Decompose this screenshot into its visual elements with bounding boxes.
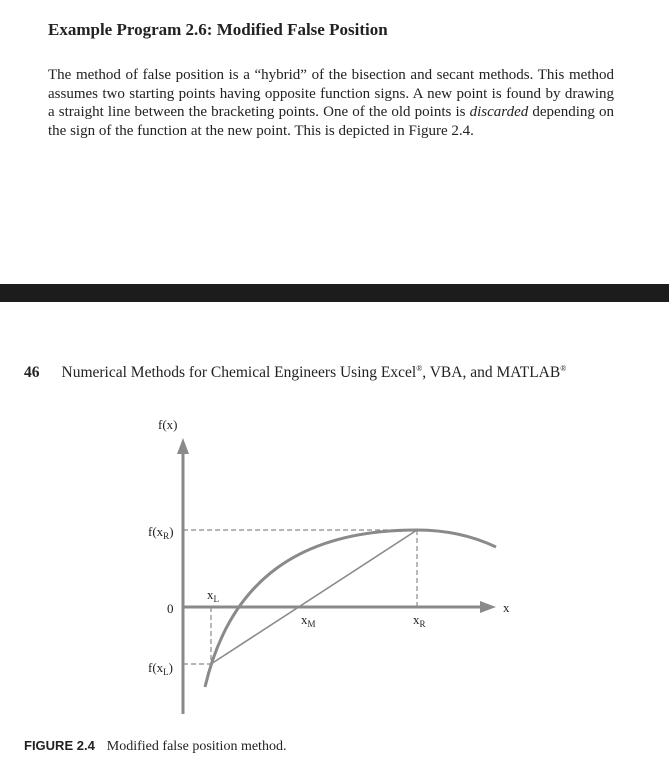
registered-mark: ® <box>560 364 567 373</box>
book-title-middle: , VBA, and MATLAB <box>422 364 561 381</box>
paragraph-text-2: depending on the sign of the function at the new point. This is depicted in Figure 2.4. <box>48 104 614 139</box>
xM-label: $x_M$ <box>301 612 316 629</box>
example-title: Example Program 2.6: Modified False Position <box>48 20 388 39</box>
registered-mark: ® <box>416 364 423 373</box>
paragraph-text-1: The method of false position is a “hybrid” of the bisection and secant methods. This method assumes two starting points having opposite function signs. A new point is found by drawing a straight line between the bracketing points. One of the old points is <box>48 67 614 120</box>
figure-number: FIGURE 2.4 <box>24 738 95 753</box>
y-axis-label: f(x) <box>158 417 178 432</box>
x-axis-label: x <box>503 600 510 615</box>
false-position-diagram <box>0 400 669 730</box>
f-xR-label: $f(x_R)$ <box>148 524 174 541</box>
figure-2-4 <box>0 400 669 730</box>
paragraph-italic-word: discarded <box>469 104 529 120</box>
xR-label: $x_R$ <box>413 612 426 629</box>
figure-caption <box>24 738 286 755</box>
page-divider-band <box>0 284 669 302</box>
book-title: Numerical Methods for Chemical Engineers Using Excel <box>61 364 417 381</box>
f-xL-label: $f(x_L)$ <box>148 660 174 677</box>
xL-label: $x_L$ <box>207 587 219 604</box>
caption-text: Modified false position method. <box>106 739 287 754</box>
example-paragraph <box>48 66 614 140</box>
x-axis-arrow-icon <box>480 601 496 613</box>
secant-line <box>211 530 417 664</box>
zero-label: 0 <box>167 601 174 616</box>
page-number: 46 <box>24 364 40 381</box>
y-axis-arrow-icon <box>177 438 189 454</box>
running-head <box>24 364 664 382</box>
